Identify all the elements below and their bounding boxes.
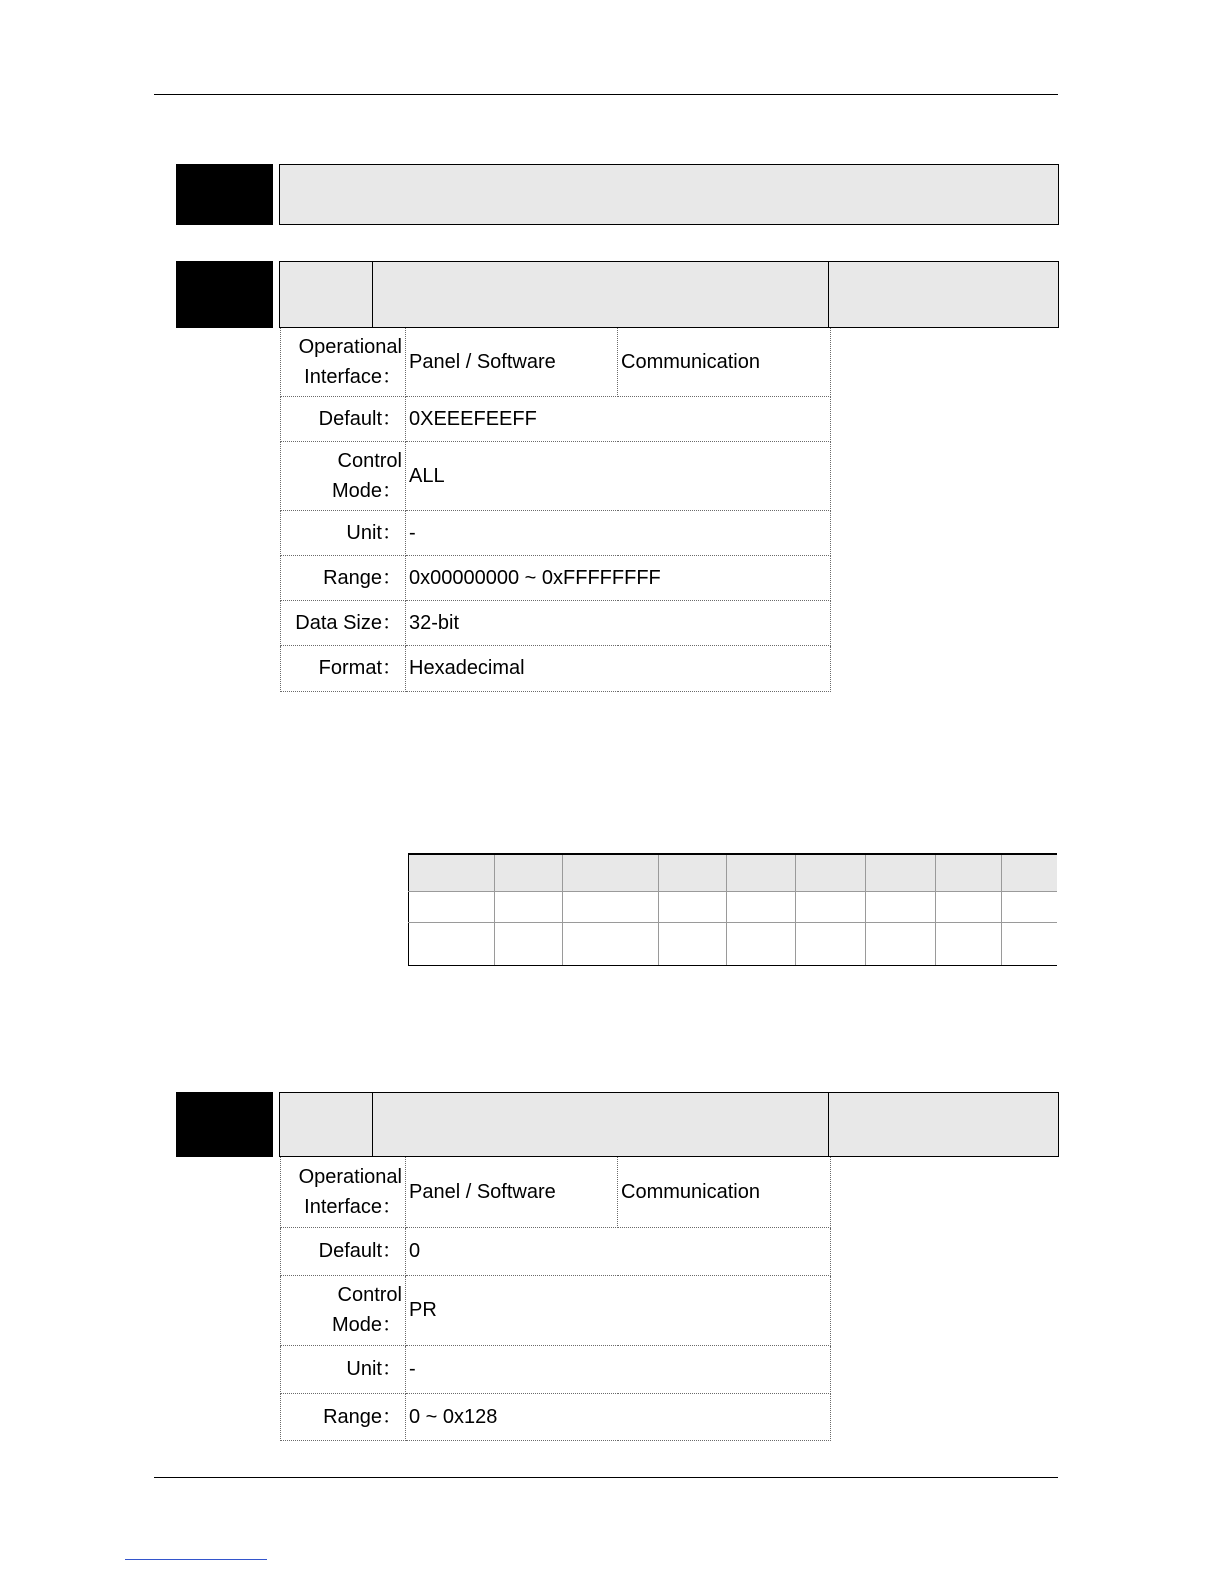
bit-table-cell [563, 922, 659, 965]
value-communication: Communication [618, 328, 831, 396]
param-2-code-cell [279, 1092, 373, 1157]
header-rule [154, 94, 1058, 95]
bit-table-cell [563, 891, 659, 922]
bit-table-cell [796, 891, 866, 922]
section-title-bar [279, 164, 1059, 225]
row-unit [281, 510, 831, 555]
bit-table-cell [563, 854, 659, 891]
row-default [281, 396, 831, 441]
label-control-mode: Control Mode： [281, 1275, 406, 1345]
footer-rule [154, 1477, 1058, 1478]
value-data-size: 32-bit [406, 600, 831, 645]
param-1-table [280, 328, 831, 692]
bit-table-cell [1002, 854, 1057, 891]
value-control-mode: ALL [406, 441, 831, 510]
bit-table-cell [409, 891, 495, 922]
footnote-separator [125, 1559, 267, 1560]
value-unit: - [406, 1345, 831, 1393]
bit-table [408, 853, 1057, 966]
param-1-code-cell [279, 261, 373, 328]
label-format: Format： [281, 645, 406, 691]
bit-table-cell [727, 922, 796, 965]
label-operational-interface: Operational Interface： [281, 328, 406, 396]
value-range: 0 ~ 0x128 [406, 1393, 831, 1440]
bit-table-cell [495, 891, 563, 922]
bit-table-cell [659, 891, 727, 922]
bit-table-cell [936, 854, 1002, 891]
bit-table-cell [866, 922, 936, 965]
value-format: Hexadecimal [406, 645, 831, 691]
row-format [281, 645, 831, 691]
label-control-mode: Control Mode： [281, 441, 406, 510]
section-tab [176, 164, 273, 225]
bit-table-cell [409, 854, 495, 891]
row-control-mode [281, 441, 831, 510]
label-default: Default： [281, 1227, 406, 1275]
bit-table-cell [495, 854, 563, 891]
param-2-tab [176, 1092, 273, 1157]
label-operational-interface: Operational Interface： [281, 1157, 406, 1227]
bit-table-cell [866, 854, 936, 891]
param-2-address-cell [828, 1092, 1059, 1157]
row-default [281, 1227, 831, 1275]
row-data-size [281, 600, 831, 645]
label-data-size: Data Size： [281, 600, 406, 645]
bit-table-cell [866, 891, 936, 922]
row-control-mode [281, 1275, 831, 1345]
label-unit: Unit： [281, 1345, 406, 1393]
value-panel-software: Panel / Software [406, 328, 618, 396]
label-unit: Unit： [281, 510, 406, 555]
param-1-address-cell [828, 261, 1059, 328]
param-1-tab [176, 261, 273, 328]
row-range [281, 1393, 831, 1440]
bit-table-cell [495, 922, 563, 965]
row-unit [281, 1345, 831, 1393]
bit-table-row [409, 922, 1057, 965]
row-operational-interface [281, 1157, 831, 1227]
param-2-table [280, 1157, 831, 1441]
bit-table-header-row [409, 854, 1057, 891]
row-operational-interface [281, 328, 831, 396]
value-panel-software: Panel / Software [406, 1157, 618, 1227]
bit-table-cell [796, 854, 866, 891]
bit-table-cell [1002, 922, 1057, 965]
value-range: 0x00000000 ~ 0xFFFFFFFF [406, 555, 831, 600]
bit-table-cell [727, 891, 796, 922]
value-default: 0XEEEFEEFF [406, 396, 831, 441]
bit-table-cell [936, 891, 1002, 922]
value-default: 0 [406, 1227, 831, 1275]
bit-table-cell [1002, 891, 1057, 922]
label-default: Default： [281, 396, 406, 441]
bit-table-cell [659, 854, 727, 891]
row-range [281, 555, 831, 600]
bit-table-cell [727, 854, 796, 891]
value-unit: - [406, 510, 831, 555]
bit-table-cell [409, 922, 495, 965]
bit-table-cell [796, 922, 866, 965]
value-control-mode: PR [406, 1275, 831, 1345]
bit-table-row [409, 891, 1057, 922]
bit-table-cell [659, 922, 727, 965]
label-range: Range： [281, 1393, 406, 1440]
label-range: Range： [281, 555, 406, 600]
bit-table-cell [936, 922, 1002, 965]
param-2-name-cell [372, 1092, 829, 1157]
param-1-name-cell [372, 261, 829, 328]
value-communication: Communication [618, 1157, 831, 1227]
